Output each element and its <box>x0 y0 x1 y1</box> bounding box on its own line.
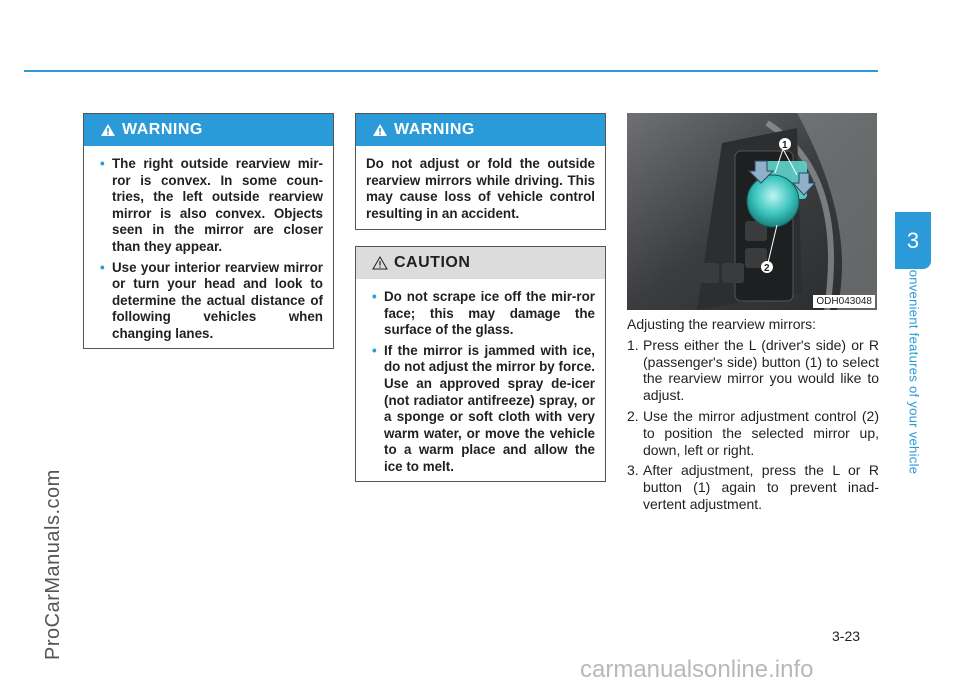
warning-header <box>84 114 333 146</box>
caution-triangle-icon <box>372 256 388 270</box>
caution-bullet: • If the mirror is jammed with ice, do not adjust the mirror by force. Use an approved spray de-icer (not radiator antifreeze) spray, or a sponge or soft cloth with very warm water, or move the vehicle to a warm place and allow the ice to melt. <box>372 342 595 474</box>
chapter-title: Convenient features of your vehicle <box>906 260 922 475</box>
caution-bullet: • Do not scrape ice off the mir-ror face; this may damage the surface of the glass. <box>372 289 595 338</box>
mirror-control-photo <box>627 113 877 310</box>
warning-box-middle <box>355 113 606 230</box>
caution-title: CAUTION <box>394 254 471 271</box>
warning-body <box>84 146 333 359</box>
step-item: 2. Use the mirror adjustment control (2) to position the selected mirror up, down, left or right. <box>627 407 879 458</box>
side-watermark: ProCarManuals.com <box>42 469 64 660</box>
warning-body <box>356 146 605 234</box>
instructions <box>627 316 879 517</box>
warning-triangle-icon <box>100 123 116 137</box>
step-item: 3. After adjustment, press the L or R button (1) again to prevent inad-vertent adjustment. <box>627 462 879 512</box>
warning-bullet: • The right outside rearview mir-ror is convex. In some coun-tries, the left outside rearview mirror is also convex. Objects seen in the mirror are closer than they appear. <box>100 156 323 254</box>
callout-1: 1 <box>782 140 788 151</box>
caution-body <box>356 279 605 492</box>
instructions-heading: Adjusting the rearview mirrors: <box>627 316 817 332</box>
caution-header <box>356 247 605 279</box>
warning-header <box>356 114 605 146</box>
warning-triangle-icon <box>372 123 388 137</box>
header-rule <box>24 70 878 72</box>
warning-title: WARNING <box>394 121 475 138</box>
bottom-watermark: carmanualsonline.info <box>580 656 814 683</box>
caution-box <box>355 246 606 482</box>
page-number: 3-23 <box>832 628 861 644</box>
warning-box-left <box>83 113 334 349</box>
door-panel-illustration <box>627 113 877 310</box>
figure-label: ODH043048 <box>813 295 875 308</box>
step-item: 1. Press either the L (driver's side) or R (passenger's side) button (1) to select the rearview mirror you would like to adjust. <box>627 336 879 404</box>
chapter-number-tab: 3 <box>895 212 931 269</box>
warning-text: Do not adjust or fold the outside rearview mirrors while driving. This may cause loss of vehicle control resulting in an accident. <box>366 156 595 221</box>
callout-2: 2 <box>764 263 770 274</box>
warning-title: WARNING <box>122 121 203 138</box>
warning-bullet: • Use your interior rearview mirror or turn your head and look to determine the actual distance of following vehicles when changing lanes. <box>100 259 323 341</box>
